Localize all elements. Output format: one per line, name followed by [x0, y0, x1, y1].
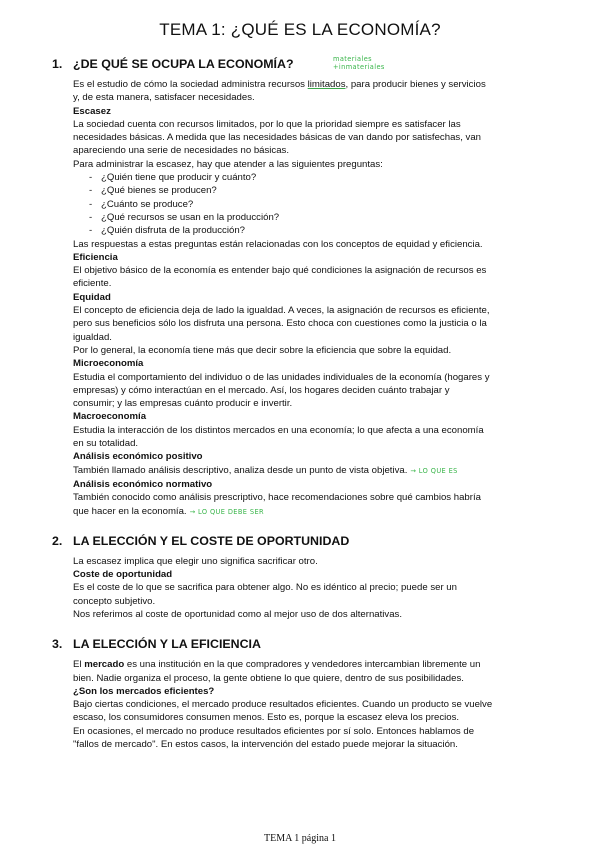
bold-word-mercado: mercado	[84, 659, 125, 671]
paragraph-mercados-2: En ocasiones, el mercado no produce resultados eficientes por sí solo. Entonces hablamos de "fallos de mercado". En estos casos, la intervención del estado puede mejorar la situación.	[73, 725, 475, 751]
paragraph-analisis-positivo: También llamado análisis descriptivo, analiza desde un punto de vista objetiva. → LO QUE ES	[73, 464, 458, 476]
underlined-word: limitados	[307, 79, 346, 90]
document-title: TEMA 1: ¿QUÉ ES LA ECONOMÍA?	[159, 20, 441, 39]
subheading-microeconomia: Microeconomía	[73, 358, 144, 370]
section-2-heading	[52, 533, 493, 549]
section-3-intro: El mercado es una institución en la que compradores y vendedores intercambian libremente un bien. Nadie organiza el proceso, la gente obtiene lo que quiere, dentro de sus posibilidades.	[73, 659, 481, 684]
paragraph-equidad-1: El concepto de eficiencia deja de lado la igualdad. A veces, la asignación de recursos es eficiente, pero sus beneficios sólo los disfruta una persona. Esto choca con cuestiones como la justicia o la igualdad.	[73, 305, 490, 343]
handwritten-note-materiales: materiales +inmateriales	[333, 55, 385, 71]
list-item: - ¿Qué bienes se producen?	[89, 185, 217, 197]
subheading-eficiencia: Eficiencia	[73, 251, 118, 263]
paragraph-coste-oportunidad-2: Nos referimos al coste de oportunidad como al mejor uso de dos alternativas.	[73, 608, 403, 620]
section-3-number: 3.	[52, 637, 63, 652]
page-footer: TEMA 1 página 1	[264, 833, 336, 844]
paragraph-microeconomia: Estudia el comportamiento del individuo o de las unidades individuales de la economía (hogares y empresas) y cómo interactúan en el mercado. Así, los hogares deciden cuánto trabajar y consumir; y las empresas cuánto producir e invertir.	[73, 371, 490, 410]
paragraph-equidad-2: Por lo general, la economía tiene más que decir sobre la eficiencia que sobre la equidad.	[73, 344, 452, 356]
section-2-intro: La escasez implica que elegir uno significa sacrificar otro.	[73, 555, 318, 567]
document-body	[52, 57, 493, 751]
list-item: - ¿Quién tiene que producir y cuánto?	[89, 172, 257, 184]
paragraph-mercados-1: Bajo ciertas condiciones, el mercado produce resultados eficientes. Cuando un producto se vuelve escaso, los consumidores consumen menos. Esto es, porque la escasez eleva los precios.	[73, 699, 493, 724]
paragraph-coste-oportunidad: Es el coste de lo que se sacrifica para obtener algo. No es idéntico al precio; puede ser un concepto subjetivo.	[73, 582, 457, 607]
handwritten-note-lo-que-debe-ser: → LO QUE DEBE SER	[189, 507, 264, 516]
section-2-number: 2.	[52, 533, 63, 548]
section-1-intro: Es el estudio de cómo la sociedad administra recursos limitados, para producir bienes y servicios y, de esta manera, satisfacer necesidades.	[73, 79, 486, 104]
paragraph-eficiencia: El objetivo básico de la economía es entender bajo qué condiciones la asignación de recursos es eficiente.	[73, 265, 487, 290]
section-3-title: LA ELECCIÓN Y LA EFICIENCIA	[73, 637, 261, 652]
subheading-analisis-normativo: Análisis económico normativo	[73, 478, 213, 490]
paragraph-escasez: La sociedad cuenta con recursos limitados, por lo que la prioridad siempre es satisfacer las necesidades básicas. A medida que las necesidades básicas de van dando por satisfechas, van apareciendo una serie de necesidades no básicas.	[73, 118, 482, 157]
handwritten-note-lo-que-es: → LO QUE ES	[410, 466, 458, 475]
list-item: - ¿Cuánto se produce?	[89, 198, 194, 210]
questions-list	[73, 171, 493, 237]
subheading-escasez: Escasez	[73, 105, 111, 117]
section-2-title: LA ELECCIÓN Y EL COSTE DE OPORTUNIDAD	[73, 533, 350, 548]
subheading-mercados-eficientes: ¿Son los mercados eficientes?	[73, 685, 215, 697]
paragraph-questions-outro: Las respuestas a estas preguntas están relacionadas con los conceptos de equidad y eficiencia.	[73, 238, 483, 250]
subheading-macroeconomia: Macroeconomía	[73, 411, 147, 423]
section-3-heading	[52, 637, 493, 652]
subheading-coste-oportunidad: Coste de oportunidad	[73, 569, 173, 581]
section-1-number: 1.	[52, 57, 63, 71]
list-item: - ¿Qué recursos se usan en la producción?	[89, 211, 280, 223]
paragraph-analisis-normativo: También conocido como análisis prescriptivo, hace recomendaciones sobre qué cambios habría que hacer en la economía. → LO QUE DEBE SER	[73, 492, 481, 517]
section-1-heading	[52, 57, 493, 72]
subheading-equidad: Equidad	[73, 291, 111, 303]
subheading-analisis-positivo: Análisis económico positivo	[73, 451, 203, 463]
paragraph-macroeconomia: Estudia la interacción de los distintos mercados en una economía; lo que afecta a una economía en su totalidad.	[73, 424, 484, 450]
paragraph-questions-intro: Para administrar la escasez, hay que atender a las siguientes preguntas:	[73, 158, 383, 170]
section-1-title: ¿DE QUÉ SE OCUPA LA ECONOMÍA?	[73, 57, 294, 71]
list-item: - ¿Quién disfruta de la producción?	[89, 225, 245, 237]
